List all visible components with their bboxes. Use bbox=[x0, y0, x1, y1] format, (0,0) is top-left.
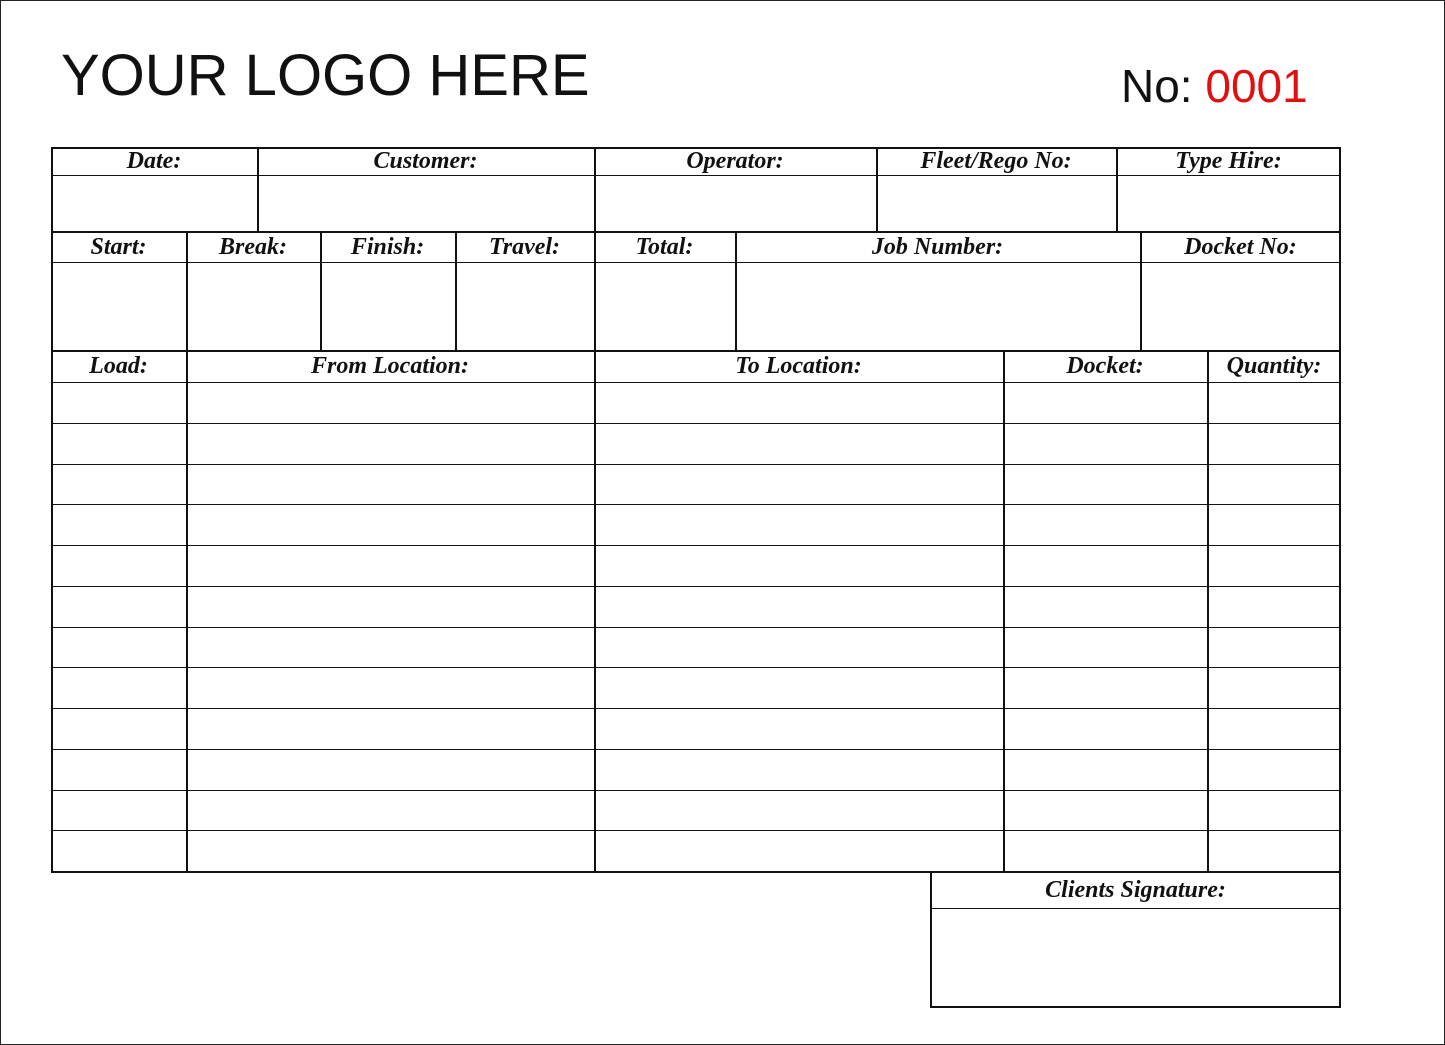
quantity-label: Quantity: bbox=[1226, 353, 1322, 379]
quantity-cell[interactable] bbox=[1209, 588, 1339, 626]
total-label: Total: bbox=[635, 233, 694, 260]
load-cell[interactable] bbox=[55, 710, 186, 748]
docket-number-label: No: bbox=[1121, 60, 1193, 112]
to-location-cell[interactable] bbox=[596, 710, 1003, 748]
customer-label: Customer: bbox=[373, 148, 478, 174]
from-location-cell[interactable] bbox=[188, 425, 594, 463]
break-field[interactable] bbox=[188, 264, 320, 350]
total-field[interactable] bbox=[596, 264, 735, 350]
docket-cell[interactable] bbox=[1005, 710, 1207, 748]
to-location-cell[interactable] bbox=[596, 506, 1003, 544]
quantity-cell[interactable] bbox=[1209, 384, 1339, 422]
load-cell[interactable] bbox=[55, 588, 186, 626]
job-number-field[interactable] bbox=[737, 264, 1140, 350]
load-cell[interactable] bbox=[55, 547, 186, 585]
from-location-label: From Location: bbox=[310, 353, 469, 379]
finish-label: Finish: bbox=[350, 233, 425, 260]
docket-cell[interactable] bbox=[1005, 832, 1207, 870]
operator-label: Operator: bbox=[686, 148, 784, 174]
clients-signature-field[interactable] bbox=[932, 910, 1339, 1006]
fleet-rego-label: Fleet/Rego No: bbox=[920, 148, 1072, 174]
type-hire-field[interactable] bbox=[1118, 177, 1339, 231]
finish-field[interactable] bbox=[322, 264, 455, 350]
to-location-cell[interactable] bbox=[596, 629, 1003, 667]
quantity-cell[interactable] bbox=[1209, 710, 1339, 748]
to-location-cell[interactable] bbox=[596, 547, 1003, 585]
load-cell[interactable] bbox=[55, 425, 186, 463]
docket-label: Docket: bbox=[1066, 353, 1144, 379]
docket-number-value: 0001 bbox=[1205, 60, 1308, 112]
load-cell[interactable] bbox=[55, 832, 186, 870]
load-cell[interactable] bbox=[55, 792, 186, 830]
to-location-cell[interactable] bbox=[596, 792, 1003, 830]
load-cell[interactable] bbox=[55, 384, 186, 422]
from-location-cell[interactable] bbox=[188, 669, 594, 707]
docket-no-label: Docket No: bbox=[1184, 233, 1297, 260]
clients-signature-label: Clients Signature: bbox=[1045, 876, 1226, 903]
section-job-details-header-line bbox=[51, 175, 1341, 176]
docket-cell[interactable] bbox=[1005, 547, 1207, 585]
docket-cell[interactable] bbox=[1005, 792, 1207, 830]
to-location-cell[interactable] bbox=[596, 425, 1003, 463]
from-location-cell[interactable] bbox=[188, 751, 594, 789]
docket-no-field[interactable] bbox=[1142, 264, 1339, 350]
from-location-cell[interactable] bbox=[188, 792, 594, 830]
from-location-cell[interactable] bbox=[188, 629, 594, 667]
load-cell[interactable] bbox=[55, 506, 186, 544]
docket-cell[interactable] bbox=[1005, 506, 1207, 544]
load-cell[interactable] bbox=[55, 629, 186, 667]
load-cell[interactable] bbox=[55, 751, 186, 789]
docket-cell[interactable] bbox=[1005, 629, 1207, 667]
load-label: Load: bbox=[89, 353, 148, 379]
load-cell[interactable] bbox=[55, 466, 186, 504]
quantity-cell[interactable] bbox=[1209, 547, 1339, 585]
job-number-label: Job Number: bbox=[871, 233, 1004, 260]
from-location-cell[interactable] bbox=[188, 384, 594, 422]
docket-cell[interactable] bbox=[1005, 384, 1207, 422]
quantity-cell[interactable] bbox=[1209, 425, 1339, 463]
type-hire-label: Type Hire: bbox=[1175, 148, 1282, 174]
from-location-cell[interactable] bbox=[188, 547, 594, 585]
operator-field[interactable] bbox=[596, 177, 876, 231]
to-location-cell[interactable] bbox=[596, 588, 1003, 626]
to-location-cell[interactable] bbox=[596, 751, 1003, 789]
customer-field[interactable] bbox=[259, 177, 594, 231]
docket-cell[interactable] bbox=[1005, 588, 1207, 626]
quantity-cell[interactable] bbox=[1209, 792, 1339, 830]
from-location-cell[interactable] bbox=[188, 710, 594, 748]
from-location-cell[interactable] bbox=[188, 588, 594, 626]
from-location-cell[interactable] bbox=[188, 466, 594, 504]
docket-cell[interactable] bbox=[1005, 466, 1207, 504]
quantity-cell[interactable] bbox=[1209, 751, 1339, 789]
fleet-rego-field[interactable] bbox=[878, 177, 1116, 231]
docket-number bbox=[1121, 60, 1308, 112]
docket-cell[interactable] bbox=[1005, 751, 1207, 789]
quantity-cell[interactable] bbox=[1209, 506, 1339, 544]
quantity-cell[interactable] bbox=[1209, 466, 1339, 504]
to-location-label: To Location: bbox=[735, 353, 862, 379]
to-location-cell[interactable] bbox=[596, 832, 1003, 870]
start-label: Start: bbox=[90, 233, 147, 260]
docket-cell[interactable] bbox=[1005, 425, 1207, 463]
to-location-cell[interactable] bbox=[596, 466, 1003, 504]
quantity-cell[interactable] bbox=[1209, 629, 1339, 667]
docket-cell[interactable] bbox=[1005, 669, 1207, 707]
quantity-cell[interactable] bbox=[1209, 832, 1339, 870]
travel-field[interactable] bbox=[457, 264, 594, 350]
signature-header-line bbox=[930, 908, 1341, 909]
break-label: Break: bbox=[219, 233, 287, 260]
quantity-cell[interactable] bbox=[1209, 669, 1339, 707]
travel-label: Travel: bbox=[488, 233, 561, 260]
to-location-cell[interactable] bbox=[596, 384, 1003, 422]
start-field[interactable] bbox=[53, 264, 186, 350]
load-cell[interactable] bbox=[55, 669, 186, 707]
date-label: Date: bbox=[126, 148, 182, 174]
date-field[interactable] bbox=[53, 177, 257, 231]
to-location-cell[interactable] bbox=[596, 669, 1003, 707]
from-location-cell[interactable] bbox=[188, 506, 594, 544]
logo-placeholder: YOUR LOGO HERE bbox=[61, 43, 590, 108]
from-location-cell[interactable] bbox=[188, 832, 594, 870]
section-times-header-line bbox=[51, 262, 1341, 263]
